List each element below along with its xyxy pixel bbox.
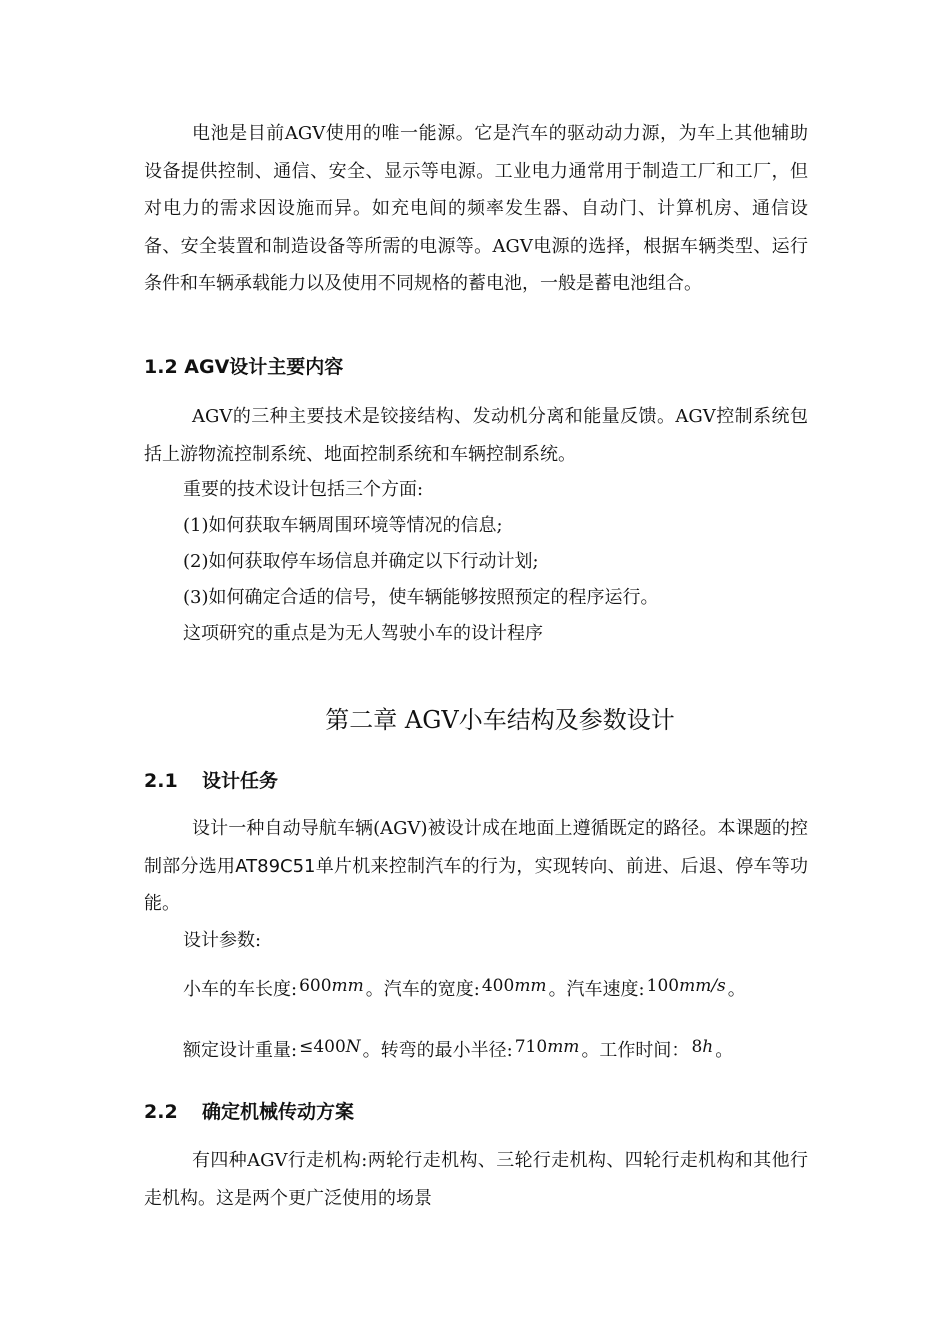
section-2-2-paragraph: 有四种AGV行走机构:两轮行走机构、三轮行走机构、四轮行走机构和其他行走机构。这是两个更广泛使用的场景 [144,1150,808,1209]
length-value: 600mm [299,976,364,996]
weight-value: ≤400N [299,1037,361,1057]
para-text-start: 设计一种自动导航车辆(AGV)被设计成在地面上遵循既定的路径。本课题的控制部分选用 [144,818,808,877]
list-item-3: (3)如何确定合适的信号，使车辆能够按照预定的程序运行。 [183,587,659,608]
radius-label: 。转弯的最小半径: [362,1040,513,1061]
time-value: 8h [691,1037,714,1057]
width-label: 。汽车的宽度: [365,979,480,1000]
speed-label: 。汽车速度: [548,979,645,1000]
list-item-1: (1)如何获取车辆周围环境等情况的信息; [183,515,503,536]
chip-model: AT89C51 [235,855,316,877]
weight-label: 额定设计重量: [183,1040,298,1061]
radius-value: 710mm [514,1037,580,1057]
section-1-2-heading: 1.2 AGV设计主要内容 [144,356,344,378]
params-line-2 [183,1039,733,1063]
design-params-label: 设计参数: [183,930,262,951]
research-focus-line: 这项研究的重点是为无人驾驶小车的设计程序 [183,623,543,644]
line-end-2: 。 [715,1040,734,1061]
tech-design-lead: 重要的技术设计包括三个方面: [183,479,424,500]
chapter-title: 第二章 AGV小车结构及参数设计 [325,706,675,734]
section-1-2-paragraph: AGV的三种主要技术是铰接结构、发动机分离和能量反馈。AGV控制系统包括上游物流控制系统、地面控制系统和车辆控制系统。 [144,406,808,465]
para-text-end: 单片机来控制汽车的行为，实现转向、前进、后退、停车等功能。 [144,855,808,914]
section-2-1-number: 2.1 [144,770,178,792]
section-2-1-paragraph [144,810,808,923]
section-2-1-title: 设计任务 [202,770,279,792]
section-2-2-title: 确定机械传动方案 [202,1101,355,1123]
list-item-2: (2)如何获取停车场信息并确定以下行动计划; [183,551,539,572]
speed-value: 100mm/s [646,976,726,996]
time-label: 。工作时间： [581,1040,690,1061]
params-line-1 [183,978,746,1002]
intro-paragraph: 电池是目前AGV使用的唯一能源。它是汽车的驱动动力源，为车上其他辅助设备提供控制、通信、安全、显示等电源。工业电力通常用于制造工厂和工厂，但对电力的需求因设施而异。如充电间的频率发生器、自动门、计算机房、通信设备、安全装置和制造设备等所需的电源等。AGV电源的选择，根据车辆类型、运行条件和车辆承载能力以及使用不同规格的蓄电池，一般是蓄电池组合。 [144,123,808,294]
line-end-1: 。 [727,979,746,1000]
section-2-1-heading [144,766,278,793]
section-2-2-number: 2.2 [144,1101,178,1123]
width-value: 400mm [481,976,547,996]
length-label: 小车的车长度: [183,979,298,1000]
section-2-2-heading [144,1097,354,1124]
